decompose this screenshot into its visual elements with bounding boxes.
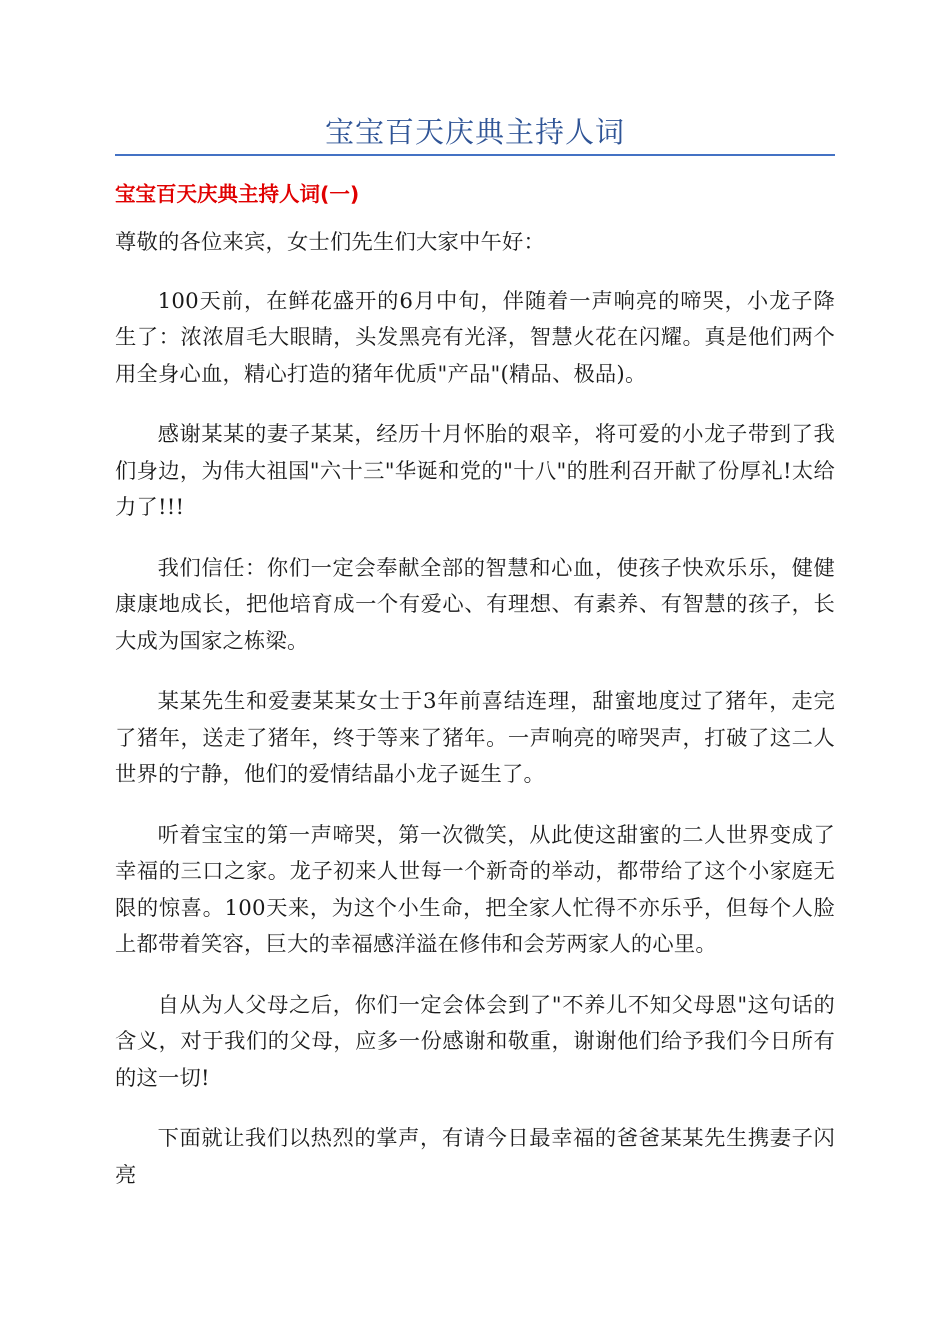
paragraph-7: 下面就让我们以热烈的掌声，有请今日最幸福的爸爸某某先生携妻子闪亮 [115, 1126, 835, 1188]
document-body [115, 225, 835, 1218]
title-underline-divider [115, 154, 835, 156]
document-title: 宝宝百天庆典主持人词 [324, 115, 625, 149]
paragraph-6: 自从为人父母之后，你们一定会体会到了"不养儿不知父母恩"这句话的含义，对于我们的父母，应多一份感谢和敬重，谢谢他们给予我们今日所有的这一切! [115, 992, 835, 1091]
paragraph-1: 100天前，在鲜花盛开的6月中旬，伴随着一声响亮的啼哭，小龙子降生了：浓浓眉毛大眼睛，头发黑亮有光泽，智慧火花在闪耀。真是他们两个用全身心血，精心打造的猪年优质"产品"(精品、极品)。 [115, 288, 835, 387]
paragraph-3: 我们信任：你们一定会奉献全部的智慧和心血，使孩子快欢乐乐，健健康康地成长，把他培育成一个有爱心、有理想、有素养、有智慧的孩子，长大成为国家之栋梁。 [115, 555, 835, 654]
paragraph-2: 感谢某某的妻子某某，经历十月怀胎的艰辛，将可爱的小龙子带到了我们身边，为伟大祖国"六十三"华诞和党的"十八"的胜利召开献了份厚礼!太给力了!!! [115, 422, 835, 520]
paragraph-5: 听着宝宝的第一声啼哭，第一次微笑，从此使这甜蜜的二人世界变成了幸福的三口之家。龙子初来人世每一个新奇的举动，都带给了这个小家庭无限的惊喜。100天来，为这个小生命，把全家人忙得不亦乐乎，但每个人脸上都带着笑容，巨大的幸福感洋溢在修伟和会芳两家人的心里。 [115, 822, 835, 957]
section-heading: 宝宝百天庆典主持人词(一) [115, 182, 360, 206]
paragraph-4: 某某先生和爱妻某某女士于3年前喜结连理，甜蜜地度过了猪年，走完了猪年，送走了猪年，终于等来了猪年。一声响亮的啼哭声，打破了这二人世界的宁静，他们的爱情结晶小龙子诞生了。 [115, 689, 835, 787]
greeting-line: 尊敬的各位来宾，女士们先生们大家中午好： [115, 230, 545, 255]
